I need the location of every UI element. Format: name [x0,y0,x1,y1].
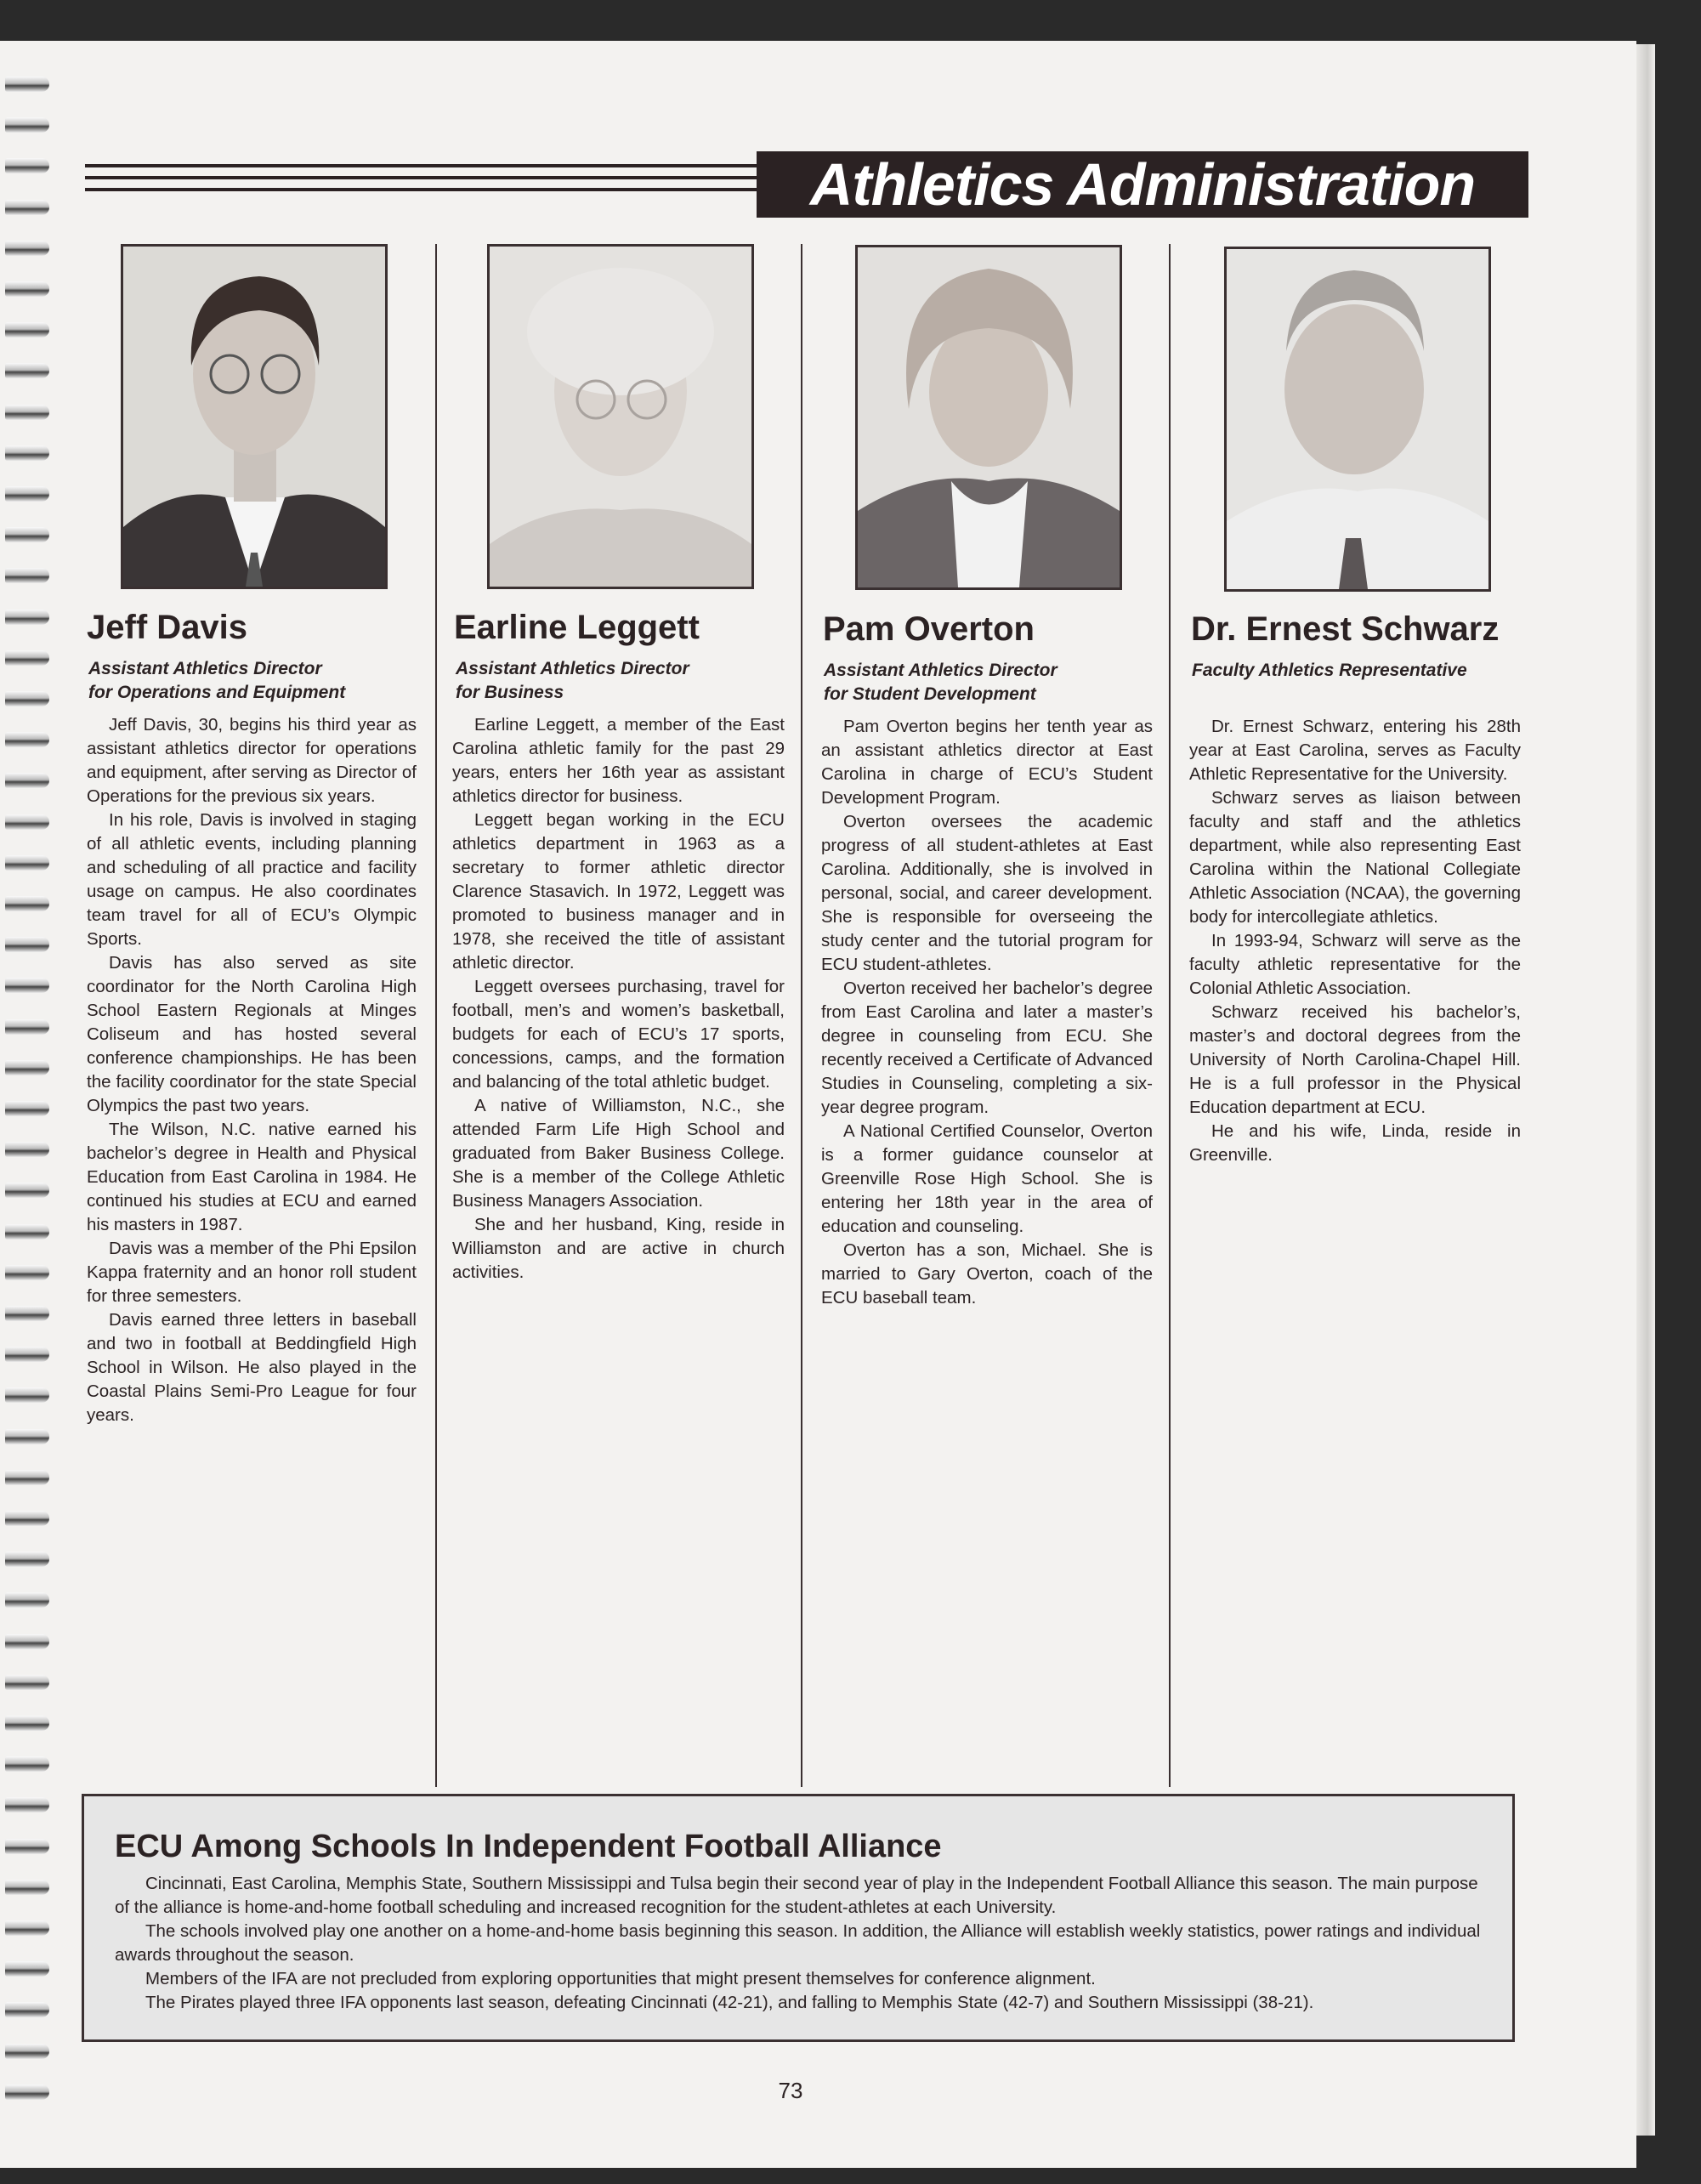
spiral-coil [5,1306,49,1321]
alliance-paragraph: Cincinnati, East Carolina, Memphis State, Southern Mississippi and Tulsa begin their second year of play in the Independent Football Alliance this season. The main purpose of the alliance is home-and-home football scheduling and increased recognition for the student-athletes at each University. [115,1874,1478,1917]
spiral-coil [5,1470,49,1485]
staff-name: Jeff Davis [87,609,247,646]
spiral-coil [5,527,49,542]
staff-name: Earline Leggett [454,609,700,646]
spiral-coil [5,1920,49,1936]
spiral-coil [5,405,49,420]
spiral-coil [5,1634,49,1649]
staff-name: Pam Overton [823,610,1035,648]
alliance-sidebar [82,1794,1515,2042]
spiral-coil [5,1224,49,1239]
spiral-coil [5,1183,49,1198]
spiral-coil [5,1429,49,1444]
spiral-coil [5,1961,49,1977]
spiral-coil [5,1839,49,1854]
portrait-photo [487,244,754,589]
spiral-coil [5,610,49,625]
spiral-coil [5,691,49,706]
spiral-coil [5,896,49,911]
staff-bio: Earline Leggett, a member of the East Carolina athletic family for the past 29 years, enters her 16th year as assistant athletics director for business. Leggett began working in the ECU athletics department in 1963 as a secretary to former athletic director Clarence Stasavich. In 1972, Leggett was promoted to business manager and in 1978, she received the title of assistant athletic director. Leggett oversees purchasing, travel for football, men’s and women’s basketball, budgets for each of ECU’s 17 sports, concessions, camps, and the formation and balancing of the total athletic budget. A native of Williamston, N.C., she attended Farm Life High School and graduated from Baker Business College. She is a member of the College Athletic Business Managers Association. She and her husband, King, reside in Williamston and are active in church activities. [452,715,785,1282]
spiral-coil [5,2044,49,2059]
spiral-coil [5,1142,49,1157]
column-divider [435,244,437,1787]
spiral-coil [5,1265,49,1280]
staff-title: Assistant Athletics Director for Business [456,659,689,702]
staff-bio: Pam Overton begins her tenth year as an assistant athletics director at East Carolina in charge of ECU’s Student Development Program. Overton oversees the academic progress of all student-athletes at East Carolina. Additionally, she is involved in personal, social, and career development. She is responsible for overseeing the study center and the tutorial program for ECU student-athletes. Overton received her bachelor’s degree from East Carolina and later a master’s degree in counseling from ECU. She recently received a Certificate of Advanced Studies in Counseling, completing a six-year degree program. A National Certified Counselor, Overton is a former guidance counselor at Greenville Rose High School. She is entering her 18th year in the area of education and counseling. Overton has a son, Michael. She is married to Gary Overton, coach of the ECU baseball team. [821,717,1153,1308]
header-rules [85,164,757,200]
staff-title: Faculty Athletics Representative [1192,661,1467,680]
spiral-coil [5,445,49,461]
spiral-coil [5,1551,49,1567]
column-divider [1169,244,1171,1787]
spiral-coil [5,1675,49,1690]
page-number: 73 [778,2078,803,2103]
spiral-coil [5,241,49,256]
spiral-coil [5,2002,49,2017]
spiral-coil [5,158,49,173]
staff-title: Assistant Athletics Director for Student Development [824,661,1057,704]
staff-title: Assistant Athletics Director for Operations and Equipment [88,659,346,702]
spiral-coil [5,1511,49,1526]
alliance-paragraph: The schools involved play one another on a home-and-home basis beginning this season. In addition, the Alliance will establish weekly statistics, power ratings and individual awards throughout the season. [115,1921,1481,1965]
staff-name: Dr. Ernest Schwarz [1191,610,1500,648]
spiral-coil [5,77,49,92]
staff-bio: Jeff Davis, 30, begins his third year as assistant athletics director for operations and equipment, after serving as Director of Operations for the previous six years. In his role, Davis is involved in staging of all athletic events, including planning and scheduling of all practice and facility usage on campus. He also coordinates team travel for all of ECU’s Olympic Sports. Davis has also served as site coordinator for the North Carolina High School Eastern Regionals at Minges Coliseum and has hosted several conference championships. He has been the facility coordinator for the state Special Olympics the past two years. The Wilson, N.C. native earned his bachelor’s degree in Health and Physical Education from East Carolina in 1984. He continued his studies at ECU and earned his masters in 1987. Davis was a member of the Phi Epsilon Kappa fraternity and an honor roll student for three semesters. Davis earned three letters in baseball and two in football at Beddingfield High School in Wilson. He also played in the Coastal Plains Semi-Pro League for four years. [87,715,417,1425]
spiral-coil [5,1060,49,1075]
column-divider [801,244,802,1787]
spiral-coil [5,1387,49,1403]
spiral-coil [5,117,49,133]
portrait-photo [121,244,388,589]
alliance-heading: ECU Among Schools In Independent Football Alliance [115,1829,942,1864]
spiral-coil [5,281,49,297]
spiral-coil [5,773,49,788]
spiral-coil [5,732,49,747]
spiral-coil [5,1101,49,1116]
portrait-photo [855,245,1122,590]
alliance-paragraph: Members of the IFA are not precluded from exploring opportunities that might present themselves for conference alignment. [145,1969,1096,1988]
spiral-coil [5,200,49,215]
spiral-coil [5,1756,49,1772]
spiral-coil [5,486,49,502]
spiral-coil [5,2085,49,2100]
spiral-coil [5,1716,49,1731]
spiral-coil [5,814,49,830]
portrait-photo [1224,247,1491,592]
spiral-coil [5,1019,49,1035]
spiral-coil [5,363,49,378]
spiral-coil [5,937,49,952]
spiral-coil [5,978,49,993]
alliance-paragraph: The Pirates played three IFA opponents last season, defeating Cincinnati (42-21), and falling to Memphis State (42-7) and Southern Mississippi (38-21). [145,1993,1314,2012]
page-edge [1636,44,1655,2136]
spiral-coil [5,1347,49,1362]
spiral-coil [5,650,49,666]
spiral-coil [5,1592,49,1608]
spiral-binding [0,77,53,2134]
page-title: Athletics Administration [757,151,1528,218]
staff-bio: Dr. Ernest Schwarz, entering his 28th year at East Carolina, serves as Faculty Athletic Representative for the University. Schwarz serves as liaison between faculty and staff and the athletics department, while also representing East Carolina within the National Collegiate Athletic Association (NCAA), the governing body for intercollegiate athletics. In 1993-94, Schwarz will serve as the faculty athletic representative for the Colonial Athletic Association. Schwarz received his bachelor’s, master’s and doctoral degrees from the University of North Carolina-Chapel Hill. He is a full professor in the Physical Education department at ECU. He and his wife, Linda, reside in Greenville. [1189,717,1521,1165]
spiral-coil [5,568,49,583]
spiral-coil [5,322,49,338]
spiral-coil [5,855,49,871]
spiral-coil [5,1880,49,1895]
spiral-coil [5,1797,49,1812]
